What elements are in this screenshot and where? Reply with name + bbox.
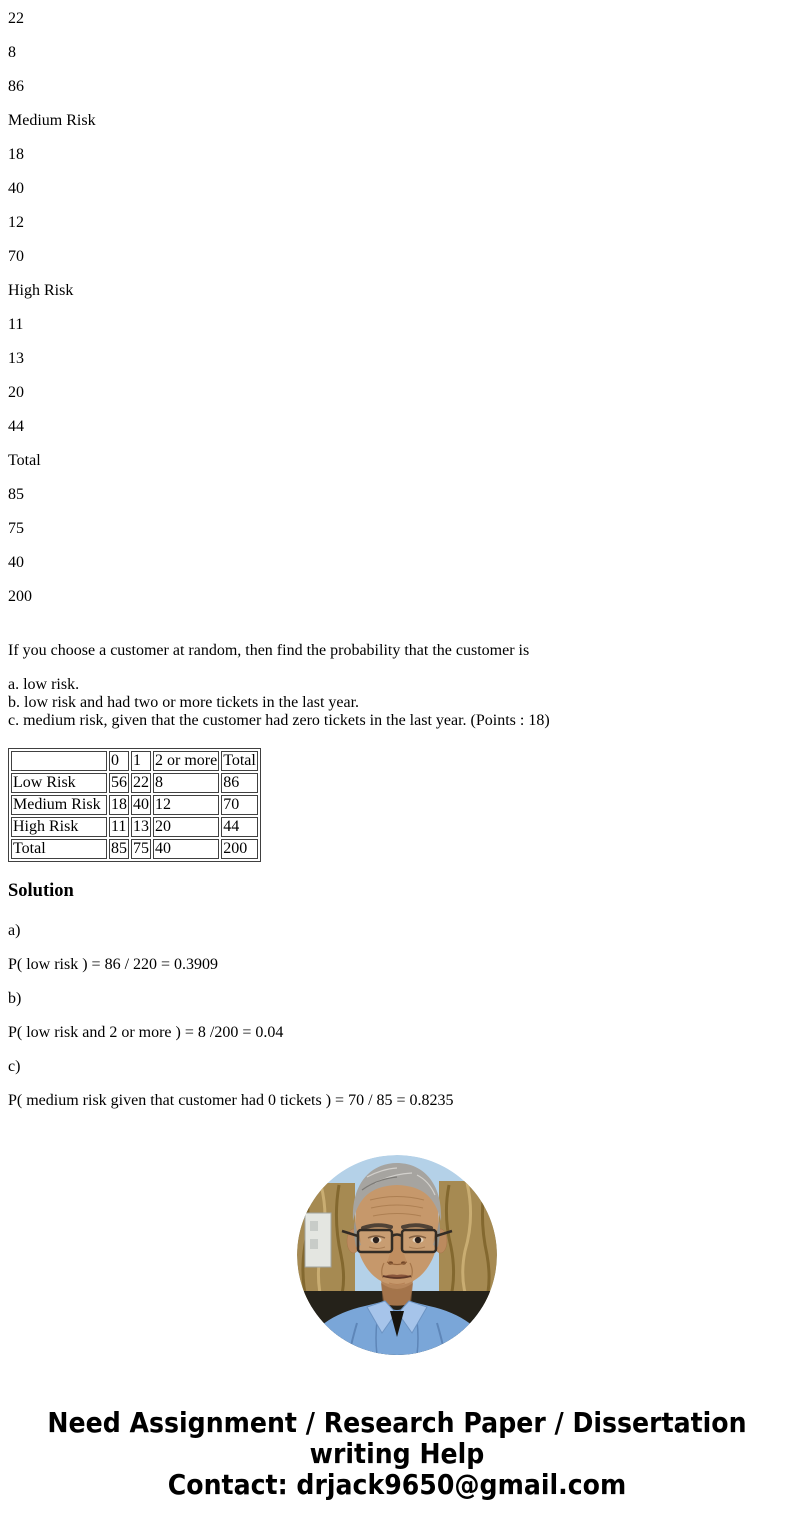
data-line: 22 (8, 10, 24, 27)
data-line: 20 (8, 384, 24, 401)
footer-line-1: Need Assignment / Research Paper / Dissertation (47, 1406, 747, 1439)
table-cell: 85 (111, 840, 127, 857)
data-line: 75 (8, 520, 24, 537)
table-cell: 200 (221, 839, 258, 859)
footer-banner (8, 1407, 786, 1500)
data-line: 85 (8, 486, 24, 503)
table-row-label: Low Risk (11, 773, 107, 793)
risk-frequency-table (8, 748, 261, 862)
data-line: 86 (8, 78, 24, 95)
solution-step-text: P( medium risk given that customer had 0 tickets ) = 70 / 85 = 0.8235 (8, 1092, 454, 1109)
data-line: 40 (8, 180, 24, 197)
table-header-cell (11, 751, 107, 771)
data-line: 11 (8, 316, 24, 333)
solution-step-label: c) (8, 1058, 21, 1075)
solution-steps (8, 922, 786, 1110)
table-header-cell: 1 (131, 751, 151, 771)
table-cell: 56 (111, 774, 127, 791)
table-cell: 18 (111, 796, 127, 813)
table-row (11, 795, 258, 815)
table-header-cell: 0 (109, 751, 129, 771)
table-cell: 22 (133, 774, 149, 791)
tutor-photo (297, 1155, 497, 1355)
question-intro: If you choose a customer at random, then find the probability that the customer is (8, 642, 530, 659)
data-line: Total (8, 452, 41, 469)
table-header-cell: Total (221, 751, 258, 771)
solution-step-text: P( low risk ) = 86 / 220 = 0.3909 (8, 956, 219, 973)
data-line: 200 (8, 588, 32, 605)
data-line: 8 (8, 44, 16, 61)
question-part: c. medium risk, given that the customer had zero tickets in the last year. (Points : 18) (8, 712, 550, 729)
data-line: 18 (8, 146, 24, 163)
data-line: 12 (8, 214, 24, 231)
risk-data-list (8, 10, 786, 606)
question-parts (8, 676, 786, 730)
table-row-label: High Risk (11, 817, 107, 837)
photo-wall-panel (305, 1213, 331, 1267)
table-cell: 13 (133, 818, 149, 835)
table-cell: 40 (153, 839, 219, 859)
solution-heading: Solution (8, 881, 74, 901)
table-cell: 44 (221, 817, 258, 837)
table-row (11, 839, 258, 859)
table-cell: 86 (221, 773, 258, 793)
data-line: 40 (8, 554, 24, 571)
table-row (11, 817, 258, 837)
table-cell: 20 (153, 817, 219, 837)
footer-line-3: Contact: drjack9650@gmail.com (167, 1468, 627, 1501)
table-cell: 70 (221, 795, 258, 815)
solution-step-text: P( low risk and 2 or more ) = 8 /200 = 0.04 (8, 1024, 284, 1041)
question-part: b. low risk and had two or more tickets in the last year. (8, 694, 360, 711)
table-cell: 75 (133, 840, 149, 857)
data-line: Medium Risk (8, 112, 96, 129)
table-cell: 40 (133, 796, 149, 813)
data-line: 13 (8, 350, 24, 367)
data-line: High Risk (8, 282, 74, 299)
data-line: 70 (8, 248, 24, 265)
portrait-photo-svg (297, 1155, 497, 1355)
question-part: a. low risk. (8, 676, 80, 693)
footer-line-2: writing Help (309, 1437, 485, 1470)
table-cell: 11 (109, 817, 129, 837)
table-header-cell: 2 or more (155, 752, 218, 769)
table-row-label: Medium Risk (11, 795, 107, 815)
table-cell: 12 (153, 795, 219, 815)
solution-step-label: a) (8, 922, 21, 939)
table-header-row (11, 751, 258, 771)
table-row (11, 773, 258, 793)
solution-step-label: b) (8, 990, 22, 1007)
table-row-label: Total (11, 839, 107, 859)
data-line: 44 (8, 418, 24, 435)
table-cell: 8 (153, 773, 219, 793)
